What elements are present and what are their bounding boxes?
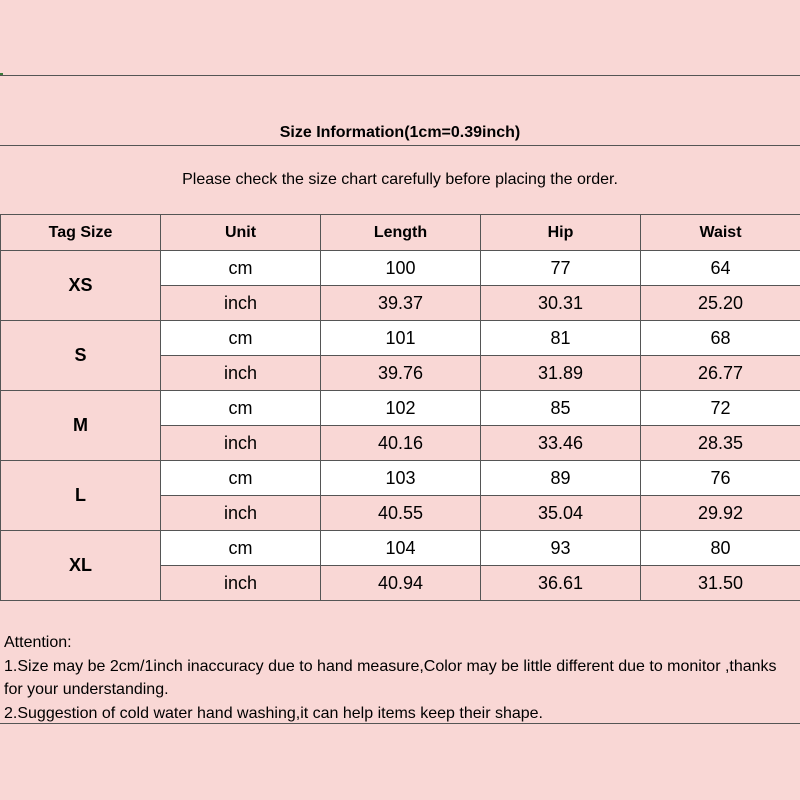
- hip-cell: 89: [481, 461, 641, 496]
- header-tag-size: Tag Size: [1, 215, 161, 251]
- unit-cell: cm: [161, 251, 321, 286]
- hip-cell: 30.31: [481, 286, 641, 321]
- unit-cell: inch: [161, 566, 321, 601]
- table-row: [1, 251, 800, 286]
- length-cell: 40.16: [321, 426, 481, 461]
- waist-cell: 25.20: [641, 286, 800, 321]
- attention-line-1: 1.Size may be 2cm/1inch inaccuracy due to hand measure,Color may be little different due to monitor ,thanks for your understanding.: [4, 657, 777, 698]
- hip-cell: 31.89: [481, 356, 641, 391]
- tag-size-cell: XL: [1, 531, 161, 601]
- unit-cell: cm: [161, 321, 321, 356]
- waist-cell: 26.77: [641, 356, 800, 391]
- waist-cell: 64: [641, 251, 800, 286]
- table-row: [1, 321, 800, 356]
- chart-notice: Please check the size chart carefully before placing the order.: [0, 146, 800, 215]
- size-table: [0, 214, 800, 601]
- waist-cell: 72: [641, 391, 800, 426]
- length-cell: 39.37: [321, 286, 481, 321]
- waist-cell: 80: [641, 531, 800, 566]
- length-cell: 39.76: [321, 356, 481, 391]
- attention-heading: Attention:: [4, 634, 72, 651]
- hip-cell: 35.04: [481, 496, 641, 531]
- length-cell: 40.55: [321, 496, 481, 531]
- length-cell: 103: [321, 461, 481, 496]
- unit-cell: cm: [161, 461, 321, 496]
- length-cell: 100: [321, 251, 481, 286]
- header-length: Length: [321, 215, 481, 251]
- length-cell: 40.94: [321, 566, 481, 601]
- waist-cell: 29.92: [641, 496, 800, 531]
- unit-cell: inch: [161, 286, 321, 321]
- length-cell: 102: [321, 391, 481, 426]
- header-hip: Hip: [481, 215, 641, 251]
- length-cell: 101: [321, 321, 481, 356]
- hip-cell: 77: [481, 251, 641, 286]
- table-row: [1, 391, 800, 426]
- waist-cell: 76: [641, 461, 800, 496]
- table-header-row: [1, 215, 800, 251]
- unit-cell: cm: [161, 391, 321, 426]
- hip-cell: 36.61: [481, 566, 641, 601]
- unit-cell: cm: [161, 531, 321, 566]
- hip-cell: 33.46: [481, 426, 641, 461]
- unit-cell: inch: [161, 496, 321, 531]
- waist-cell: 68: [641, 321, 800, 356]
- chart-title: Size Information(1cm=0.39inch): [0, 76, 800, 146]
- unit-cell: inch: [161, 356, 321, 391]
- unit-cell: inch: [161, 426, 321, 461]
- tag-size-cell: XS: [1, 251, 161, 321]
- tag-size-cell: M: [1, 391, 161, 461]
- waist-cell: 31.50: [641, 566, 800, 601]
- header-unit: Unit: [161, 215, 321, 251]
- table-row: [1, 461, 800, 496]
- hip-cell: 81: [481, 321, 641, 356]
- length-cell: 104: [321, 531, 481, 566]
- hip-cell: 93: [481, 531, 641, 566]
- attention-line-2: 2.Suggestion of cold water hand washing,it can help items keep their shape.: [4, 704, 543, 722]
- size-chart-sheet: [0, 75, 800, 724]
- hip-cell: 85: [481, 391, 641, 426]
- table-row: [1, 531, 800, 566]
- header-waist: Waist: [641, 215, 800, 251]
- tag-size-cell: L: [1, 461, 161, 531]
- attention-notes: [4, 631, 794, 725]
- waist-cell: 28.35: [641, 426, 800, 461]
- tag-size-cell: S: [1, 321, 161, 391]
